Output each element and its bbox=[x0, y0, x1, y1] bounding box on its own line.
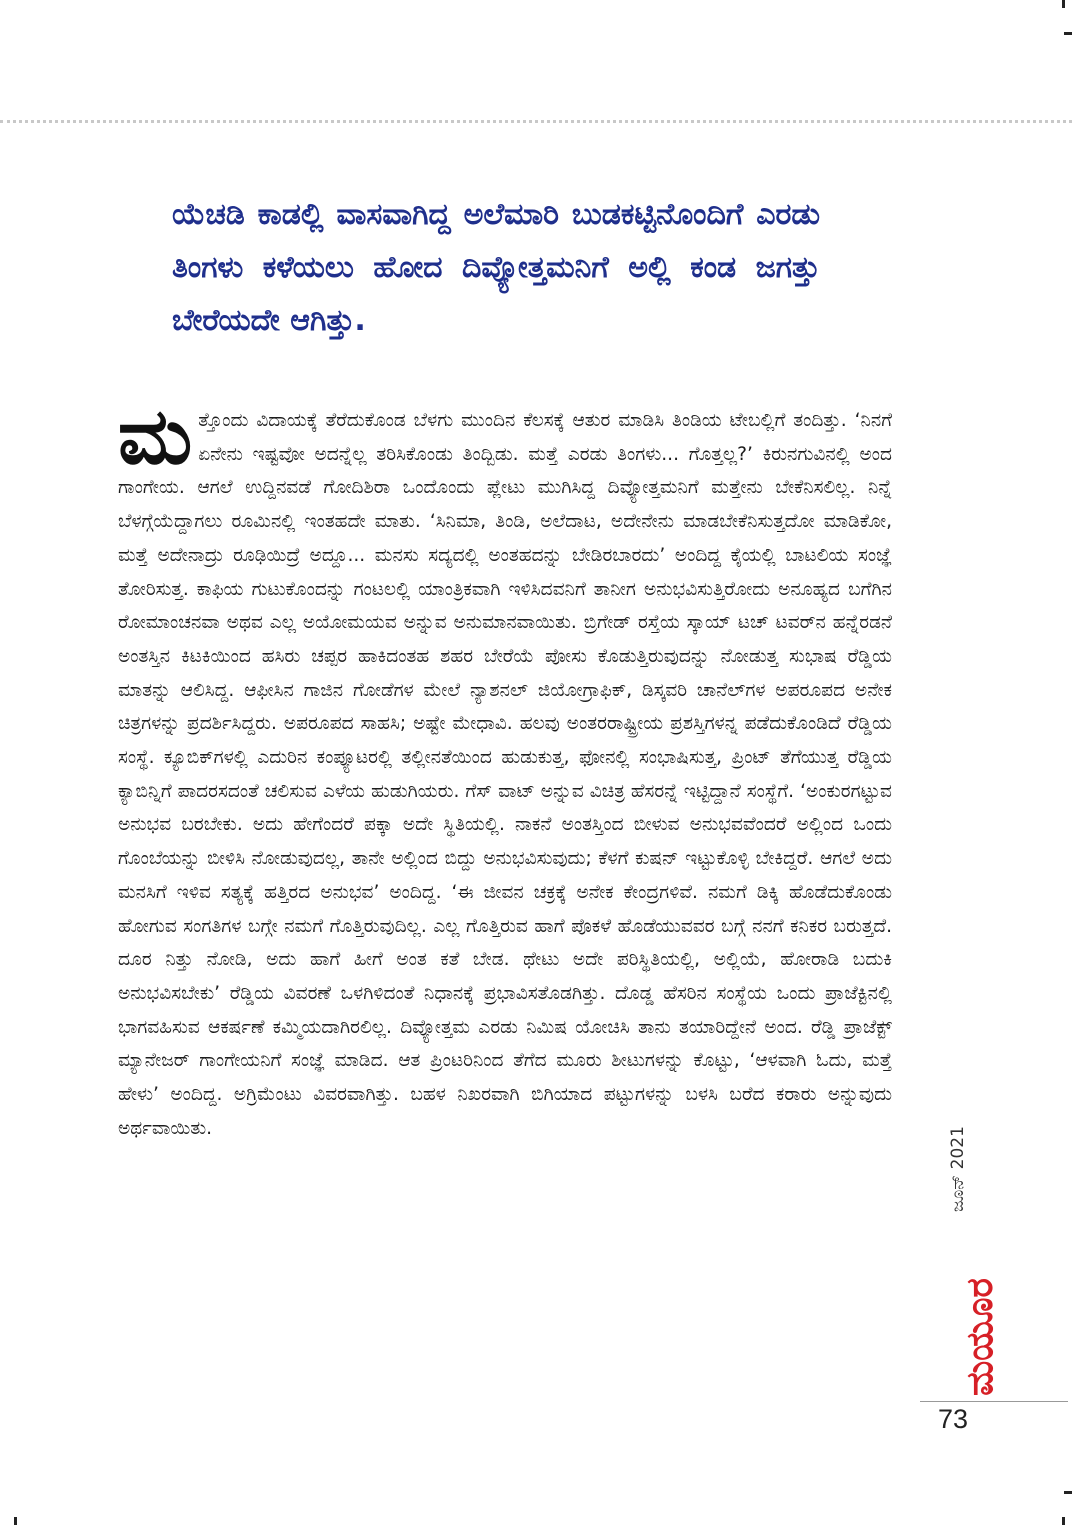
crop-mark-top bbox=[1062, 0, 1065, 8]
drop-cap: ಮ bbox=[118, 392, 193, 482]
crop-mark-bottom-left bbox=[14, 1517, 17, 1525]
article-body bbox=[118, 392, 892, 1145]
footer-rule bbox=[920, 1401, 1068, 1402]
crop-mark-bottom-right bbox=[1062, 1517, 1065, 1525]
magazine-title: ಮಯೂರ bbox=[958, 1278, 1001, 1396]
crop-mark-right-upper bbox=[1064, 32, 1072, 35]
issue-date: ಜೂನ್ 2021 bbox=[948, 1126, 968, 1212]
article-text: ತ್ತೊಂದು ವಿದಾಯಕ್ಕೆ ತೆರೆದುಕೊಂಡ ಬೆಳಗು ಮುಂದಿನ ಕೆಲಸಕ್ಕೆ ಆತುರ ಮಾಡಿಸಿ ತಿಂಡಿಯ ಟೇಬಲ್ಲಿಗೆ ತಂದಿತ್ತು. ‘ನಿನಗೆ ಏನೇನು ಇಷ್ಟವೋ ಅದನ್ನೆಲ್ಲ ತರಿಸಿಕೊಂಡು ತಿಂದ್ಬಿಡು. ಮತ್ತೆ ಎರಡು ತಿಂಗಳು... ಗೊತ್ತಲ್ಲ?’ ಕಿರುನಗುವಿನಲ್ಲಿ ಅಂದ ಗಾಂಗೇಯ. ಆಗಲೆ ಉದ್ದಿನವಡೆ ಗೋದಿಶಿರಾ ಒಂದೊಂದು ಪ್ಲೇಟು ಮುಗಿಸಿದ್ದ ದಿವ್ಯೋತ್ತಮನಿಗೆ ಮತ್ತೇನು ಬೇಕೆನಿಸಲಿಲ್ಲ. ನಿನ್ನೆ ಬೆಳಗ್ಗೆಯೆದ್ದಾಗಲು ರೂಮಿನಲ್ಲಿ ಇಂತಹದೇ ಮಾತು. ‘ಸಿನಿಮಾ, ತಿಂಡಿ, ಅಲೆದಾಟ, ಅದೇನೇನು ಮಾಡಬೇಕೆನಿಸುತ್ತದೋ ಮಾಡಿಕೋ, ಮತ್ತೆ ಅದೇನಾದ್ರು ರೂಢಿಯಿದ್ರೆ ಅದ್ದೂ... ಮನಸು ಸದ್ಯದಲ್ಲಿ ಅಂತಹದನ್ನು ಬೇಡಿರಬಾರದು’ ಅಂದಿದ್ದ ಕೈಯಲ್ಲಿ ಬಾಟಲಿಯ ಸಂಜ್ಞೆ ತೋರಿಸುತ್ತ. ಕಾಫಿಯ ಗುಟುಕೊಂದನ್ನು ಗಂಟಲಲ್ಲಿ ಯಾಂತ್ರಿಕವಾಗಿ ಇಳಿಸಿದವನಿಗೆ ತಾನೀಗ ಅನುಭವಿಸುತ್ತಿರೋದು ಅನೂಹ್ಯದ ಬಗೆಗಿನ ರೋಮಾಂಚನವಾ ಅಥವ ಎಲ್ಲ ಅಯೋಮಯವ ಅನ್ನುವ ಅನುಮಾನವಾಯಿತು. ಬ್ರಿಗೇಡ್ ರಸ್ತೆಯ ಸ್ಕಾಯ್ ಟಚ್ ಟವರ್‌ನ ಹನ್ನೆರಡನೆ ಅಂತಸ್ತಿನ ಕಿಟಕಿಯಿಂದ ಹಸಿರು ಚಪ್ಪರ ಹಾಕಿದಂತಹ ಶಹರ ಬೇರೆಯೆ ಪೋಸು ಕೊಡುತ್ತಿರುವುದನ್ನು ನೋಡುತ್ತ ಸುಭಾಷ ರೆಡ್ಡಿಯ ಮಾತನ್ನು ಆಲಿಸಿದ್ದ. ಆಫೀಸಿನ ಗಾಜಿನ ಗೋಡೆಗಳ ಮೇಲೆ ನ್ಯಾಶನಲ್ ಜಿಯೋಗ್ರಾಫಿಕ್, ಡಿಸ್ಕವರಿ ಚಾನೆಲ್‌ಗಳ ಅಪರೂಪದ ಅನೇಕ ಚಿತ್ರಗಳನ್ನು ಪ್ರದರ್ಶಿಸಿದ್ದರು. ಅಪರೂಪದ ಸಾಹಸಿ; ಅಷ್ಟೇ ಮೇಧಾವಿ. ಹಲವು ಅಂತರರಾಷ್ಟ್ರೀಯ ಪ್ರಶಸ್ತಿಗಳನ್ನ ಪಡೆದುಕೊಂಡಿದೆ ರೆಡ್ಡಿಯ ಸಂಸ್ಥೆ. ಕ್ಯೂಬಿಕ್‌ಗಳಲ್ಲಿ ಎದುರಿನ ಕಂಪ್ಯೂಟರಲ್ಲಿ ತಲ್ಲೀನತೆಯಿಂದ ಹುಡುಕುತ್ತ, ಫೋನಲ್ಲಿ ಸಂಭಾಷಿಸುತ್ತ, ಪ್ರಿಂಟ್ ತೆಗೆಯುತ್ತ ರೆಡ್ಡಿಯ ಕ್ಯಾಬಿನ್ನಿಗೆ ಪಾದರಸದಂತೆ ಚಲಿಸುವ ಎಳೆಯ ಹುಡುಗಿಯರು. ಗೆಸ್ ವಾಟ್ ಅನ್ನುವ ವಿಚಿತ್ರ ಹೆಸರನ್ನೆ ಇಟ್ಟಿದ್ದಾನೆ ಸಂಸ್ಥೆಗೆ. ‘ಅಂಕುರಗಟ್ಟುವ ಅನುಭವ ಬರಬೇಕು. ಅದು ಹೇಗೆಂದರೆ ಪಕ್ಕಾ ಅದೇ ಸ್ಥಿತಿಯಲ್ಲಿ. ನಾಕನೆ ಅಂತಸ್ತಿಂದ ಬೀಳುವ ಅನುಭವವೆಂದರೆ ಅಲ್ಲಿಂದ ಒಂದು ಗೊಂಬೆಯನ್ನು ಬೀಳಿಸಿ ನೋಡುವುದಲ್ಲ, ತಾನೇ ಅಲ್ಲಿಂದ ಬಿದ್ದು ಅನುಭವಿಸುವುದು; ಕೆಳಗೆ ಕುಷನ್ ಇಟ್ಟುಕೊಳ್ಳಿ ಬೇಕಿದ್ದರೆ. ಆಗಲೆ ಅದು ಮನಸಿಗೆ ಇಳಿವ ಸತ್ಯಕ್ಕೆ ಹತ್ತಿರದ ಅನುಭವ’ ಅಂದಿದ್ದ. ‘ಈ ಜೀವನ ಚಕ್ರಕ್ಕೆ ಅನೇಕ ಕೇಂದ್ರಗಳಿವೆ. ನಮಗೆ ಡಿಕ್ಕಿ ಹೊಡೆದುಕೊಂಡು ಹೋಗುವ ಸಂಗತಿಗಳ ಬಗ್ಗೇ ನಮಗೆ ಗೊತ್ತಿರುವುದಿಲ್ಲ. ಎಲ್ಲ ಗೊತ್ತಿರುವ ಹಾಗೆ ಪೊಕಳೆ ಹೊಡೆಯುವವರ ಬಗ್ಗೆ ನನಗೆ ಕನಿಕರ ಬರುತ್ತದೆ. ದೂರ ನಿತ್ತು ನೋಡಿ, ಅದು ಹಾಗೆ ಹೀಗೆ ಅಂತ ಕತೆ ಬೇಡ. ಥೇಟು ಅದೇ ಪರಿಸ್ಥಿತಿಯಲ್ಲಿ, ಅಲ್ಲಿಯೆ, ಹೋರಾಡಿ ಬದುಕಿ ಅನುಭವಿಸಬೇಕು’ ರೆಡ್ಡಿಯ ವಿವರಣೆ ಒಳಗಿಳಿದಂತೆ ನಿಧಾನಕ್ಕೆ ಪ್ರಭಾವಿಸತೊಡಗಿತ್ತು. ದೊಡ್ಡ ಹೆಸರಿನ ಸಂಸ್ಥೆಯ ಒಂದು ಪ್ರಾಜೆಕ್ಟಿನಲ್ಲಿ ಭಾಗವಹಿಸುವ ಆಕರ್ಷಣೆ ಕಮ್ಮಿಯದಾಗಿರಲಿಲ್ಲ. ದಿವ್ಯೋತ್ತಮ ಎರಡು ನಿಮಿಷ ಯೋಚಿಸಿ ತಾನು ತಯಾರಿದ್ದೇನೆ ಅಂದ. ರೆಡ್ಡಿ ಪ್ರಾಜೆಕ್ಟ್ ಮ್ಯಾನೇಜರ್ ಗಾಂಗೇಯನಿಗೆ ಸಂಜ್ಞೆ ಮಾಡಿದ. ಆತ ಪ್ರಿಂಟರಿನಿಂದ ತೆಗೆದ ಮೂರು ಶೀಟುಗಳನ್ನು ಕೊಟ್ಟು, ‘ಆಳವಾಗಿ ಓದು, ಮತ್ತೆ ಹೇಳು’ ಅಂದಿದ್ದ. ಅಗ್ರಿಮೆಂಟು ವಿವರವಾಗಿತ್ತು. ಬಹಳ ನಿಖರವಾಗಿ ಬಿಗಿಯಾದ ಪಟ್ಟುಗಳನ್ನು ಬಳಸಿ ಬರೆದ ಕರಾರು ಅನ್ನುವುದು ಅರ್ಥವಾಯಿತು. bbox=[118, 410, 892, 1139]
crop-mark-right-lower bbox=[1064, 1491, 1072, 1494]
page-number: 73 bbox=[938, 1404, 969, 1434]
pull-quote: ಯೆಚಡಿ ಕಾಡಲ್ಲಿ ವಾಸವಾಗಿದ್ದ ಅಲೆಮಾರಿ ಬುಡಕಟ್ಟಿನೊಂದಿಗೆ ಎರಡು ತಿಂಗಳು ಕಳೆಯಲು ಹೋದ ದಿವ್ಯೋತ್ತಮನಿಗೆ ಅಲ್ಲಿ ಕಂಡ ಜಗತ್ತು ಬೇರೆಯದೇ ಆಗಿತ್ತು. bbox=[172, 197, 820, 338]
dotted-separator bbox=[0, 120, 1072, 123]
